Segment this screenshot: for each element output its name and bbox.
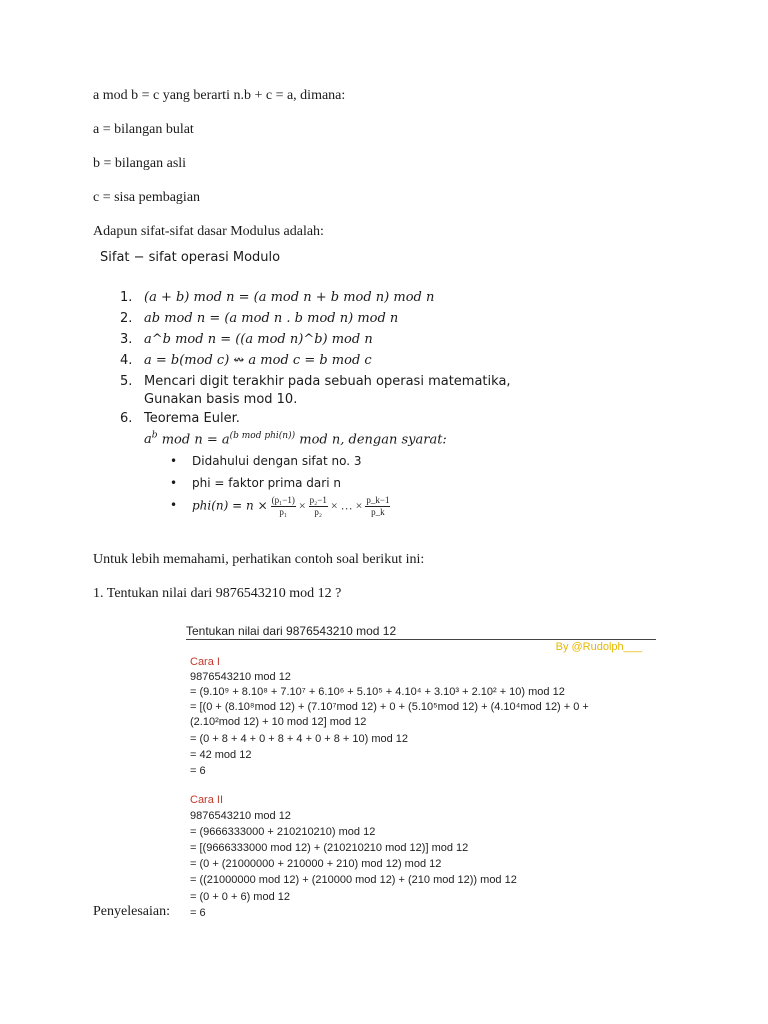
euler-condition-1: • Didahului dengan sifat no. 3 — [170, 454, 362, 468]
body-question-1: 1. Tentukan nilai dari 9876543210 mod 12 ? — [93, 586, 342, 601]
cara1-line: = 42 mod 12 — [190, 749, 252, 761]
sifat-item-5b: Gunakan basis mod 10. — [144, 392, 298, 407]
cara2-line: = [(9666333000 mod 12) + (210210210 mod 12)] mod 12 — [190, 842, 469, 854]
sifat-item-3: 3. a^b mod n = ((a mod n)^b) mod n — [120, 332, 373, 347]
intro-line-a: a = bilangan bulat — [93, 122, 194, 137]
euler-condition-2: • phi = faktor prima dari n — [170, 476, 341, 490]
solution-image — [186, 624, 656, 924]
sifat-item-5: 5. Mencari digit terakhir pada sebuah operasi matematika, — [120, 374, 511, 389]
cara1-line: 9876543210 mod 12 — [190, 671, 291, 683]
intro-line-b: b = bilangan asli — [93, 156, 187, 171]
cara2-line: = ((21000000 mod 12) + (210000 mod 12) + (210 mod 12)) mod 12 — [190, 874, 517, 886]
sifat-item-6: 6. Teorema Euler. — [120, 411, 240, 426]
solution-divider — [186, 639, 656, 640]
sifat-item-4: 4. a = b(mod c) ↭ a mod c = b mod c — [120, 353, 372, 368]
solution-header: Tentukan nilai dari 9876543210 mod 12 — [186, 624, 397, 638]
sifat-block — [100, 250, 520, 530]
body-line-intro: Untuk lebih memahami, perhatikan contoh soal berikut ini: — [93, 552, 425, 567]
cara2-line: = (0 + (21000000 + 210000 + 210) mod 12) mod 12 — [190, 858, 442, 870]
sifat-item-1: 1. (a + b) mod n = (a mod n + b mod n) mod n — [120, 290, 435, 305]
sifat-item-2: 2. ab mod n = (a mod n . b mod n) mod n — [120, 311, 399, 326]
penyelesaian-label: Penyelesaian: — [93, 904, 170, 919]
cara1-line: (2.10²mod 12) + 10 mod 12] mod 12 — [190, 716, 367, 728]
cara1-line: = (0 + 8 + 4 + 0 + 8 + 4 + 0 + 8 + 10) mod 12 — [190, 733, 409, 745]
sifat-title: Sifat − sifat operasi Modulo — [100, 250, 281, 265]
cara1-line: = [(0 + (8.10⁸mod 12) + (7.10⁷mod 12) + 0 + (5.10⁵mod 12) + (4.10⁴mod 12) + 0 + — [190, 701, 589, 713]
cara2-line: = 6 — [190, 907, 206, 919]
intro-line-definition: a mod b = c yang berarti n.b + c = a, dimana: — [93, 88, 346, 103]
cara1-line: = 6 — [190, 765, 206, 777]
cara2-label: Cara II — [190, 794, 224, 806]
cara1-label: Cara I — [190, 656, 220, 668]
euler-condition-3: • phi(n) = n × $\frac{\text{(p₁−1)}}{\text{p₁}}$ × $\frac{\text{p₂−1}}{\text{p₂}}$ × … × $\frac{p\_k-1}{p\_k}$ — [170, 495, 390, 517]
intro-line-c: c = sisa pembagian — [93, 190, 201, 205]
euler-formula: $a^b$ mod $n = a^{(b mod phi(n))}$ mod n, dengan syarat: — [144, 431, 447, 448]
solution-author: By @Rudolph___ — [555, 641, 642, 653]
cara2-line: = (0 + 0 + 6) mod 12 — [190, 891, 290, 903]
cara2-line: 9876543210 mod 12 — [190, 810, 291, 822]
cara2-line: = (9666333000 + 210210210) mod 12 — [190, 826, 376, 838]
cara1-line: = (9.10⁹ + 8.10⁸ + 7.10⁷ + 6.10⁶ + 5.10⁵ + 4.10⁴ + 3.10³ + 2.10² + 10) mod 12 — [190, 686, 565, 698]
intro-line-sifat: Adapun sifat-sifat dasar Modulus adalah: — [93, 224, 324, 239]
